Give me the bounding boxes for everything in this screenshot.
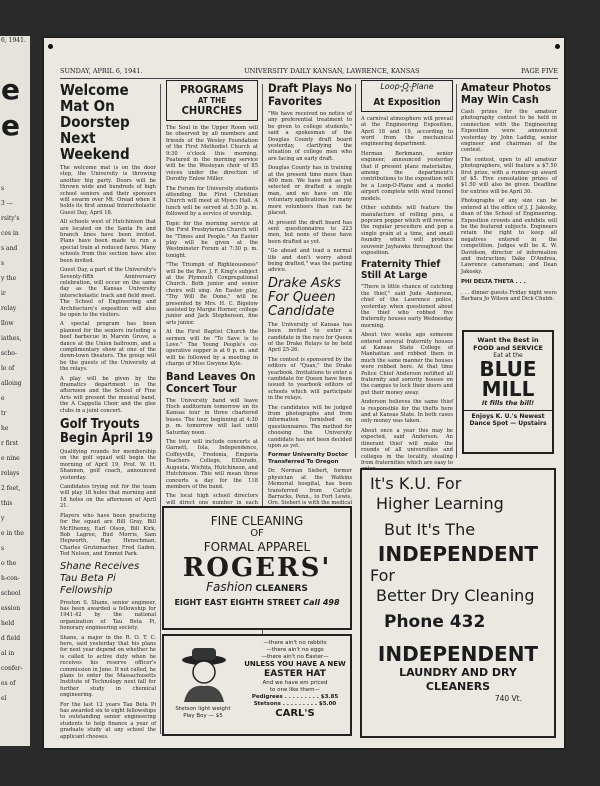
paragraph: The contest, open to all amateur photographers, will feature a $7.50 first prize, with a runner-up award of $5. Five consolation prizes of $1.50 will also be given. Deadline for entries will be April 30.	[461, 156, 557, 195]
prev-fragment: s	[1, 545, 5, 552]
carls-line-3: —there ain't no Easter—	[261, 653, 329, 660]
prev-fragment: llow	[1, 320, 14, 327]
ind-line-10: 740 Vt.	[494, 694, 522, 703]
headline-draft-plays: Draft Plays No Favorites	[268, 81, 352, 108]
prev-fragment: tr	[1, 410, 7, 417]
loop-line-1: Loop-O-Plane	[380, 82, 434, 91]
paragraph: All schools west of Hutchinson that are located on the Santa Fe and branch lines have been invited. Plans have been made to run a special train at reduced fares. Many schools from this section have also been invited.	[60, 219, 156, 264]
carls-line-1: —there ain't no rabbits	[263, 640, 327, 646]
column-5	[461, 80, 557, 328]
prev-fragment: ces in	[1, 230, 19, 237]
prev-fragment: relay	[1, 305, 17, 312]
paragraph: A play will be given by the dramatics department in the afternoon and the School of Fine Arts will present the musical band, the A Cappella Choir and the glee clubs in a joint concert.	[60, 375, 156, 414]
prev-fragment: school	[1, 590, 21, 597]
paragraph: "There is little chance of catching the thief," said Jude Anderson, chief of the Lawrence police, yesterday when questioned about the thief who robbed five fraternity houses early Wednesday morning.	[361, 284, 453, 329]
article-shane-fellowship	[60, 600, 156, 741]
article-loop-o-plane	[361, 116, 453, 257]
article-golf-tryouts	[60, 449, 156, 558]
ad-rogers-cleaners	[162, 506, 352, 630]
carls-sub: And we have em priced	[262, 680, 328, 687]
column-4	[361, 80, 453, 473]
ind-line-6: Better Dry Cleaning	[376, 586, 535, 605]
programs-churches-box	[166, 80, 258, 121]
ind-line-8: INDEPENDENT	[377, 642, 539, 666]
carls-line-2: —there ain't no eggs	[266, 646, 324, 653]
man-in-hat-illustration	[174, 642, 234, 702]
bm-line-1: Want the Best in	[477, 336, 539, 344]
prev-fragment: e in the	[1, 530, 24, 537]
previous-page-strip	[0, 36, 30, 746]
prev-fragment: 2 feet,	[1, 485, 21, 492]
headline-band-tour: Band Leaves On Concert Tour	[166, 369, 256, 395]
bm-mill: MILL	[481, 377, 535, 401]
column-2	[166, 80, 258, 576]
paragraph: Topic for the morning service at the First Presbyterian Church will be "Times and People." An Easter play will be given at the Westminster Forum at 7:30 p. m. tonight.	[166, 220, 258, 259]
rogers-address: EIGHT EAST EIGHTH STREET	[174, 598, 301, 607]
programs-line-1: PROGRAMS	[180, 83, 244, 96]
rogers-line-3: FORMAL APPAREL	[203, 540, 311, 554]
prev-fragment: s	[1, 185, 5, 192]
carls-caption-2: Play Boy — $5	[183, 713, 223, 719]
prev-fragment: al in	[1, 650, 15, 657]
paragraph: The Soul in the Upper Room will be observed by all members and friends of the Wesley Foundation of the First Methodist Church at 9:30 o'clock this morning. Featured in the morning service will be the Wesleyan choir of 85 voices under the direction of Dorothy Enlow Miller.	[166, 125, 258, 183]
article-draft-plays	[268, 111, 352, 274]
prev-date: 6, 1941.	[1, 37, 26, 44]
prev-fragment: d field	[1, 635, 21, 642]
running-head	[60, 64, 558, 79]
headline-amateur-photos: Amateur Photos May Win Cash	[461, 81, 551, 106]
article-churches	[166, 125, 258, 368]
programs-line-2: AT THE	[197, 96, 227, 105]
prev-fragment: s	[1, 260, 5, 267]
prev-fragment: y	[1, 515, 5, 522]
paragraph: At present the draft board has sent questionnaires to 223 men, but none of these have been drafted as yet.	[268, 219, 352, 245]
column-rule	[160, 84, 161, 734]
column-1	[60, 80, 156, 740]
tack-hole	[555, 44, 560, 49]
prev-fragment: rsity's	[1, 215, 20, 222]
ind-line-5: For	[370, 566, 395, 585]
paragraph: About once a year this may be expected, said Anderson. An itinerant thief will make the rounds of all universities and colleges in the locality, stealing from fraternities which are easy to enter.	[361, 427, 453, 473]
article-fraternity-thief	[361, 284, 453, 472]
article-welcome-mat	[60, 165, 156, 414]
paragraph: Shane, a major in the R. O. T. C. here, said yesterday that his plans for next year depend on whether he is called to active duty when he receives his reserve officer's commission in June. If not called, he plans to enter the Massachusetts Institute of Technology next fall for further study in chemical engineering.	[60, 634, 156, 699]
prev-fragment: e nine	[1, 455, 20, 462]
prev-fragment: confer-	[1, 665, 23, 672]
paragraph: "The Triumph of Righteousness" will be the Rev. J. F. King's subject at the Plymouth Congregational Church. Both junior and senior choirs will sing. An Easter play, "Thy Will Be Done," will be presented by Mrs. H. C. Bigelow assisted by Margie Horner, college junior and Jack Stephenson, fine arts junior.	[166, 262, 258, 326]
prev-fragment: ession	[1, 605, 21, 612]
paragraph: A special program has been planned for the seniors including a beef barbecue in Marvin Grove, a dance at the Union ballroom, and a complimentary show at one of the down-town theaters. The group will be the guests of the University at the relays.	[60, 321, 156, 373]
paragraph: The local high school directors will direct one number in each	[166, 493, 258, 506]
ind-line-1: It's K.U. For	[370, 474, 462, 493]
carls-store-name: CARL'S	[275, 707, 315, 719]
rogers-line-1: FINE CLEANING	[210, 514, 304, 528]
paragraph: At the First Baptist Church the sermon will be "To Save is to Love." The Young People's co-operative supper is at 6 p. m. and will be followed by a meeting in charge of Miss Gwynne Kyle.	[166, 329, 258, 368]
headline-welcome-mat: Welcome Mat On Doorstep Next Weekend	[60, 81, 130, 163]
paragraph: A carnival atmosphere will prevail at the Engineering Exposition, April 18 and 19, according to word from the mechanical engineering department.	[361, 115, 453, 148]
prev-big-letter-1: e	[1, 73, 20, 106]
bm-line-8: Dance Spot — Upstairs	[469, 420, 547, 427]
loop-line-2: * * *	[400, 89, 414, 97]
paragraph: Dr. Norman Siebert, former physician at the Watkins Memorial hospital, has been transferred from Carlyle Barracks, Penn., to Fort Lewis, Ore. Siebert is with the medical	[268, 468, 352, 507]
paragraph: Cash prizes for the amateur photography contest to be held in connection with the Engineering Exposition were announced yesterday by John Laddig, senior engineer and chairman of the contest.	[461, 109, 557, 154]
carls-pedigrees: Pedigrees . . . . . . . . . $3.85	[251, 693, 339, 700]
paragraph: Douglas County has in training at the present time more than 400 men. We have not as yet selected or drafted a single man, and we have on file voluntary applications for many more volunteers than can be placed.	[268, 165, 352, 217]
bm-line-2: FOOD and SERVICE	[473, 344, 543, 352]
ind-line-9: LAUNDRY AND DRY CLEANERS	[399, 666, 517, 693]
prev-fragment: alloing	[1, 380, 22, 387]
prev-fragment: e	[1, 395, 5, 402]
rogers-brand: ROGERS'	[182, 553, 332, 583]
paragraph: Other exhibits will feature the manufacture of rolling pins, a popcorn popper which will reverse the regular procedure and pop a single grain at a time, and small foundry which will produce souvenir Jayhawks throughout the exposition.	[361, 205, 453, 256]
carls-line-4: UNLESS YOU HAVE A NEW	[244, 660, 346, 669]
paragraph: Guest Day, a part of the University's Seventy-fifth Anniversary celebration, will occur on the same day as the Kansas University interscholastic track and field meet. The School of Engineering and Architecture's exposition will also be open to the visitors.	[60, 267, 156, 318]
ad-blue-mill	[462, 330, 554, 454]
run-page-number: PAGE FIVE	[520, 67, 558, 75]
ind-line-4: INDEPENDENT	[377, 542, 539, 566]
paragraph: The Forum for University students attending the First Christian Church will meet at Myers Hall. A lunch will be served at 5:30 p. m. followed by a service of worship.	[166, 185, 258, 218]
loop-line-3: At Exposition	[373, 96, 441, 108]
prev-fragment: r first	[1, 440, 19, 447]
bm-line-3: Eat at the	[493, 352, 523, 359]
paragraph: Players who have been practicing for the squad are Bill Gray, Bill McElhenny, Earl Olson, Bill Kirk, Bob Lagree, Bud Morris, Sam Hepworth, Ray Henschman, Charles Grutzmacher, Fred Gaden, Ted Nelson, and Emmet Park.	[60, 512, 156, 558]
bm-blue: BLUE	[479, 357, 537, 381]
paragraph: Photographs of any size can be entered at the office of J. J. Jakosky, dean of the School of Engineering. Exposition crowds and exhibits will be the featured subjects. Engineers retain the right to keep all negatives entered in the competition. Judges will be K. W. Davidson, director of information and instruction; Dake D'Andrea, Lawrence cameraman; and Dean Jakosky.	[461, 198, 557, 275]
headline-former-doctor: Former University Doctor Transferred To Oregon	[268, 452, 348, 465]
prev-big-letter-2: e	[1, 109, 20, 142]
column-3	[268, 80, 352, 507]
briefs-title: PHI DELTA THETA . . .	[461, 279, 526, 286]
rogers-cleaners: CLEANERS	[255, 584, 308, 594]
ind-line-2: Higher Learning	[376, 494, 504, 513]
bm-line-7: Enjoys K. U.'s Newest	[464, 410, 552, 420]
article-band-tour	[166, 398, 258, 513]
prev-fragment: ir	[1, 290, 6, 297]
prev-fragment: held	[1, 620, 15, 627]
ind-line-7: Phone 432	[384, 612, 486, 632]
prev-fragment: le of	[1, 365, 15, 372]
carls-caption-1: Stetson light weight	[175, 706, 231, 712]
paragraph: "We have received no notice of any preferential treatment to be given to college students," said a spokesman of the Douglas County draft board yesterday, clarifying the situation of college men who are facing an early draft.	[268, 111, 352, 162]
paragraph: "Go ahead and lead a normal life and don't worry about being drafted," was the parting advice.	[268, 248, 352, 274]
column-rule	[355, 84, 356, 458]
ad-independent-cleaners	[360, 468, 556, 738]
headline-fraternity-thief: Fraternity Thief Still At Large	[361, 259, 441, 282]
ad-carls-hats	[162, 634, 352, 736]
prev-fragment: el	[1, 695, 7, 702]
rogers-script: Fashion	[206, 580, 253, 594]
prev-fragment: 3 ---	[1, 200, 13, 207]
paragraph: Preston S. Shane, senior engineer, has been awarded a fellowship for 1941-42 by the national organization of Tau Beta Pi, honorary engineering society.	[60, 599, 156, 632]
prev-fragment: s and	[1, 245, 18, 252]
briefs-body: . . . dinner guests Friday night were Barbara Jo Wilson and Dick Chubb.	[461, 289, 557, 303]
ind-line-3: But It's The	[384, 520, 476, 539]
loop-o-plane-box	[361, 80, 453, 112]
run-date: SUNDAY, APRIL 6, 1941.	[60, 67, 143, 75]
rogers-phone: Call 498	[303, 598, 340, 607]
carls-line-5: EASTER HAT	[264, 669, 326, 680]
rogers-line-2: OF	[250, 528, 264, 539]
prev-fragment: h-con-	[1, 575, 20, 582]
prev-fragment: y the	[1, 275, 17, 282]
column-rule	[456, 84, 457, 458]
newspaper-page	[44, 38, 564, 748]
carls-sub-2: to one like them—	[269, 687, 321, 694]
prev-fragment: iathes,	[1, 335, 22, 342]
paragraph: Anderson believes the same thief is responsible for the thefts here and at Kansas State. In both cases only money was taken.	[361, 399, 453, 425]
bm-line-6: It fills the bill!	[481, 399, 535, 407]
paragraph: The University band will leave Hoch auditorium tomorrow on its Kansas tour in three chartered buses. The tour, beginning at 4:30 p. m. tomorrow will last until Saturday noon.	[166, 397, 258, 436]
paragraph: Qualifying rounds for membership on the golf squad will begin the morning of April 19, Prof. W. H. Shannon, golf coach, announced yesterday.	[60, 449, 156, 481]
prev-fragment: relays	[1, 470, 20, 477]
headline-golf-tryouts: Golf Tryouts Begin April 19	[60, 417, 154, 447]
paragraph: Candidates trying out for the team will play 18 holes that morning and 18 holes on the afternoon of April 21.	[60, 484, 156, 510]
headline-drake-queen: Drake Asks For Queen Candidate	[268, 275, 341, 319]
paragraph: For the last 12 years Tau Beta Pi has awarded six to eight fellowships to outstanding senior engineering students to help finance a year of graduate study at any school the applicant chooses.	[60, 701, 156, 740]
paragraph: The contest is sponsored by the editors of "Quax," the Drake yearbook. Invitations to enter a candidate for Queen have been issued to yearbook editors of schools which will participate in the relays.	[268, 356, 352, 402]
prev-fragment: he	[1, 425, 9, 432]
prev-fragment: scho-	[1, 350, 17, 357]
headline-shane-fellowship: Shane Receives Tau Beta Pi Fellowship	[60, 560, 140, 596]
article-drake-queen	[268, 322, 352, 450]
paragraph: The tour will include concerts at Garnett, Iola, Independence, Coffeyville, Fredonia, Emporia Teachers College, ElDorado, Augusta, Wichita, Hutchinson, and Hutchinson. This will mean three concerts a day for the 118 members of the band.	[166, 439, 258, 490]
programs-line-3: CHURCHES	[181, 104, 243, 117]
tack-hole	[48, 44, 53, 49]
carls-stetsons: Stetsons . . . . . . . . . $5.00	[253, 700, 337, 707]
run-paper-name: UNIVERSITY DAILY KANSAN, LAWRENCE, KANSAS	[244, 67, 420, 75]
paragraph: Herman Berkmann, senior engineer, announced yesterday that if present plans materialize, among the department's contributions to the exposition will be a Loop-O-Plane and a model airport complete with wind tunnel models.	[361, 150, 453, 202]
prev-fragment: o the	[1, 560, 17, 567]
paragraph: About two weeks ago someone entered several fraternity houses at Kansas State College of Manhattan and robbed them in much the same manner the houses were robbed here. At that time Police Chief Anderson notified all fraternity and sorority houses on the campus to lock their doors and put their money away.	[361, 332, 453, 396]
prev-fragment: es of	[1, 680, 16, 687]
paragraph: The University of Kansas has been invited to enter a candidate in the race for Queen of the Drake Relays to be held April 25-26.	[268, 321, 352, 354]
paragraph: The candidates will be judged from photographs and from information furnished on questionnaires. The method for choosing the University candidate has not been decided upon as yet.	[268, 404, 352, 450]
article-amateur-photos	[461, 109, 557, 275]
prev-fragment: this	[1, 500, 13, 507]
paragraph: The welcome mat is on the door step, the University is throwing another big party. Doors will be thrown wide and hundreds of high school seniors and their sponsors will swarm over Mt. Oread when it holds its first annual Interscholastic Guest Day, April 18.	[60, 165, 156, 216]
